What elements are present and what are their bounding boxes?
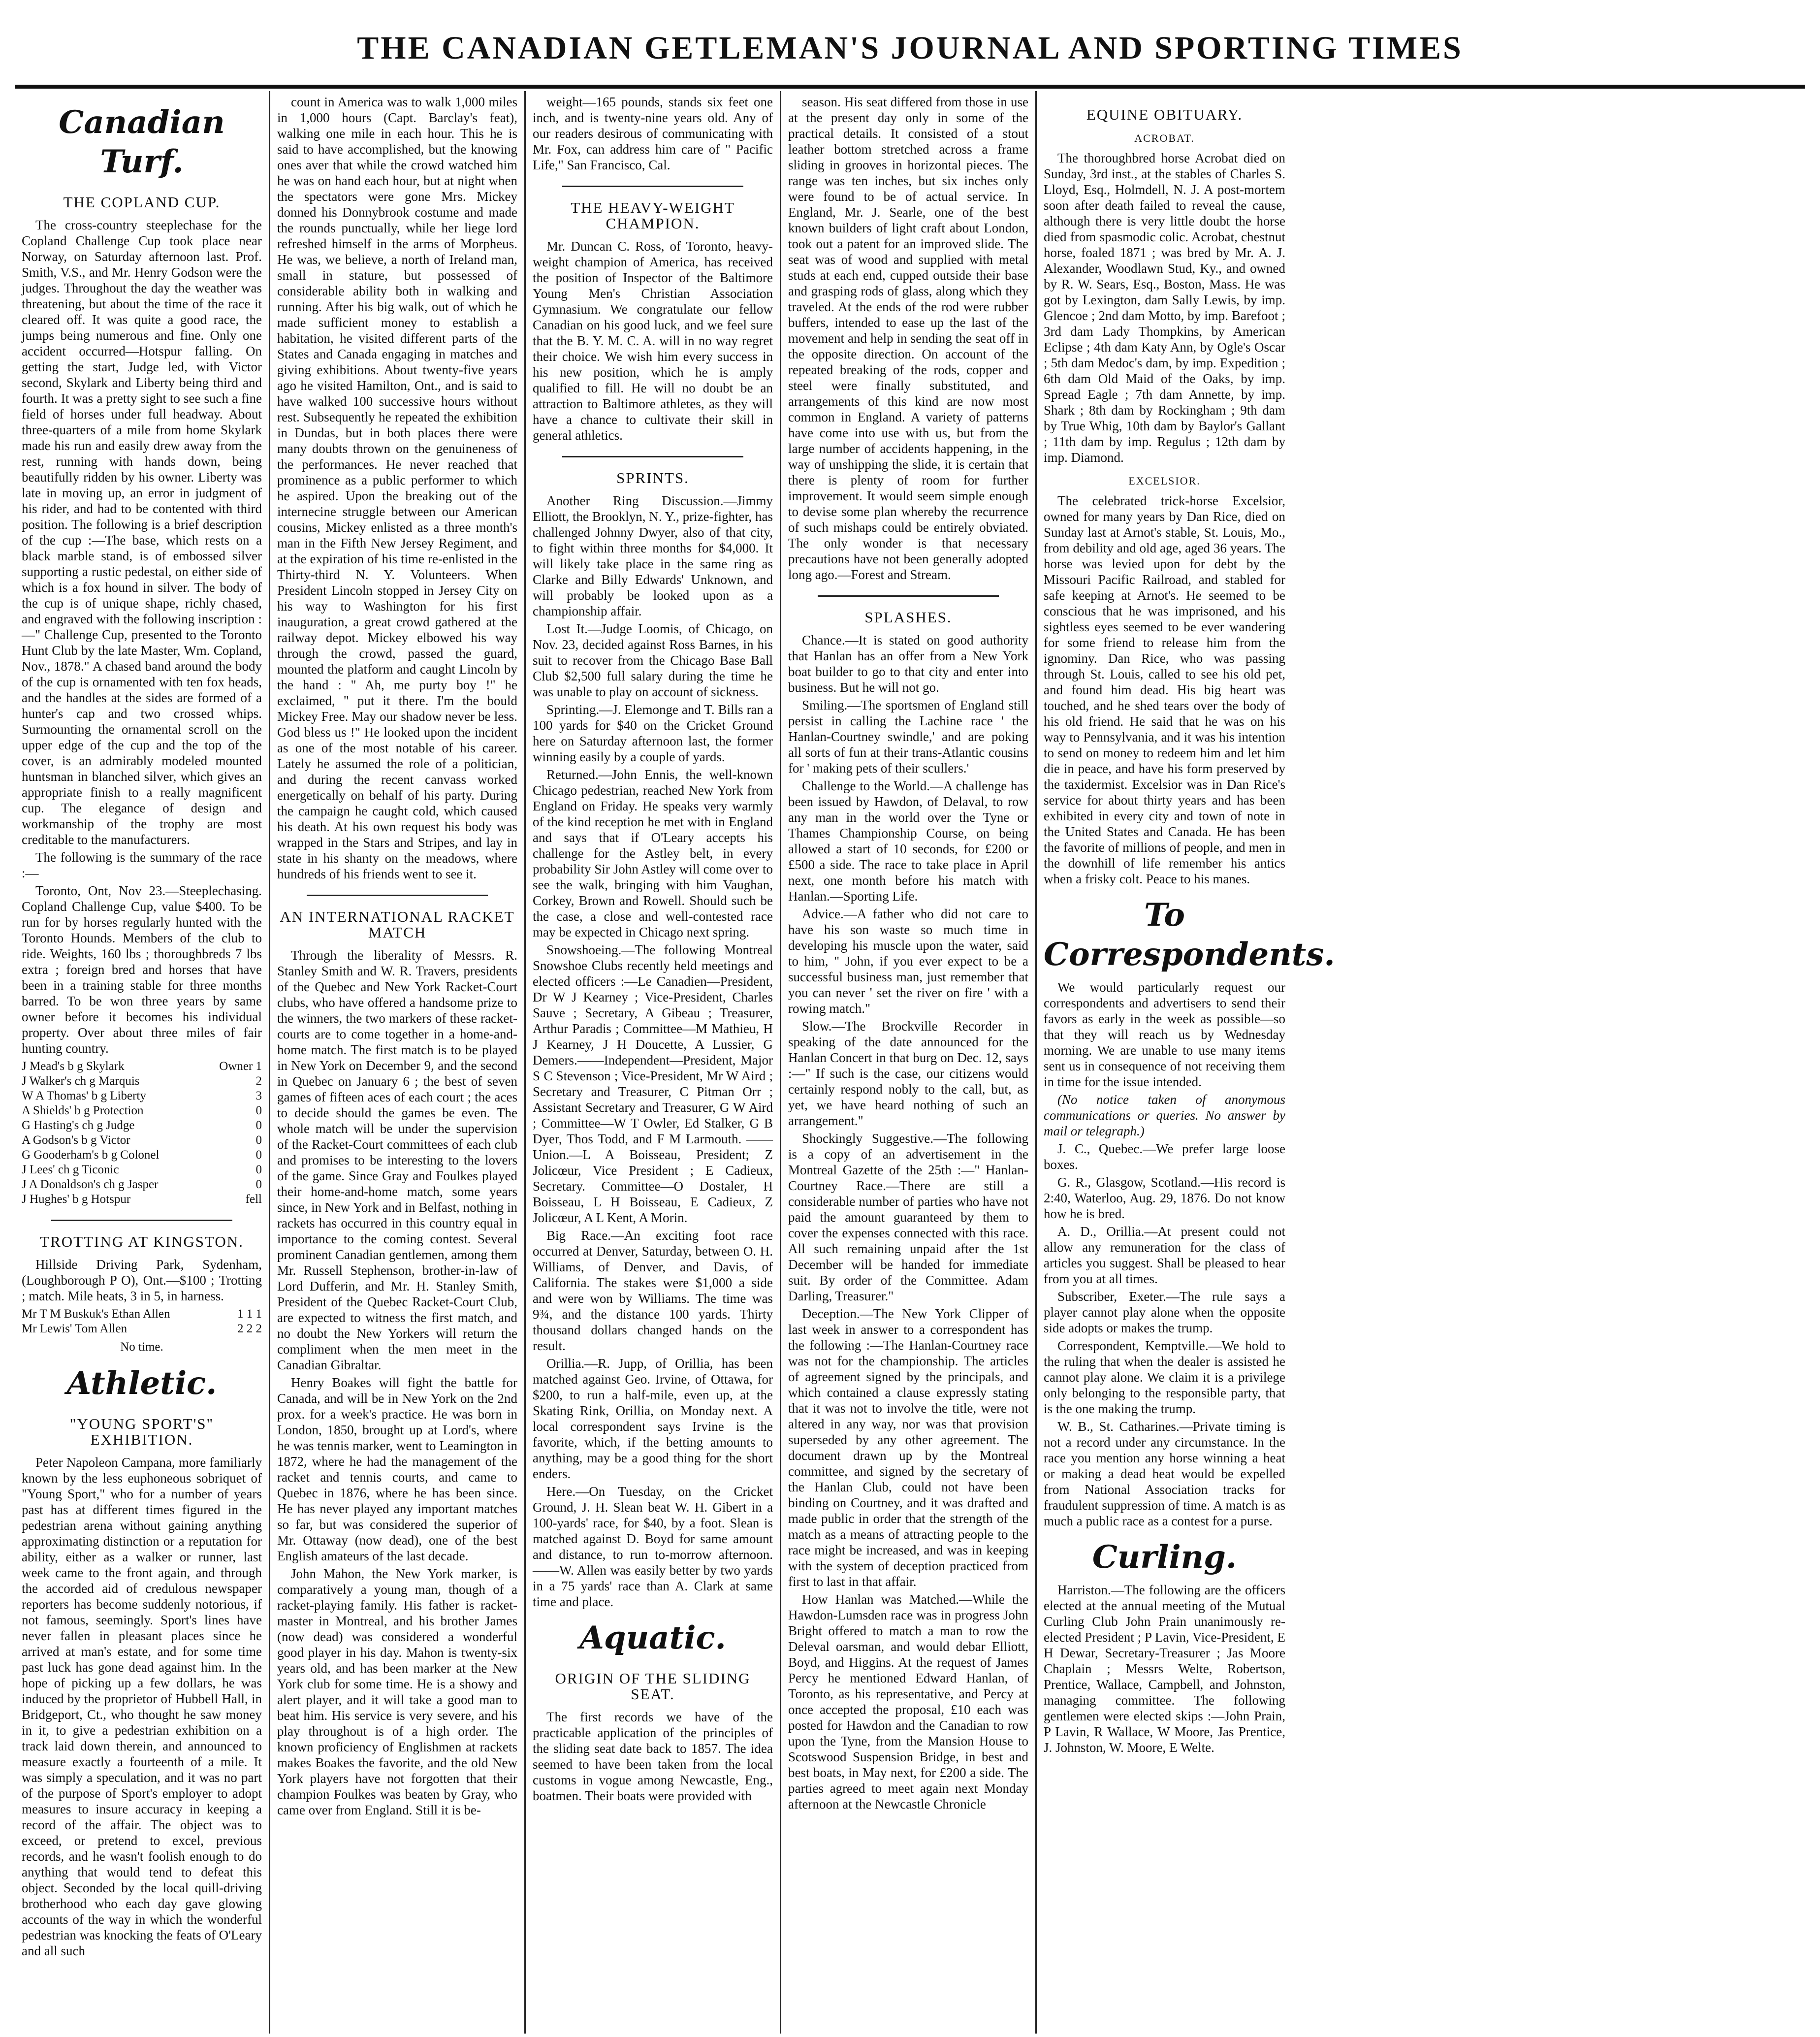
- column-2: [270, 91, 526, 2034]
- article-paragraph: Henry Boakes will fight the battle for Canada, and will be in New York on the 2nd prox. for a week's practice. He was born in London, 1850, brought up at Lord's, where he was tennis marker, went to Leamington in 1872, where he had the management of the racket and tennis courts, and came to Quebec in 1876, where he has been since. He has never played any important matches so far, but was considered the superior of Mr. Ottaway (now dead), one of the best English amateurs of the last decade.: [277, 1375, 517, 1563]
- article-paragraph: G. R., Glasgow, Scotland.—His record is 2:40, Waterloo, Aug. 29, 1876. Do not know how he is bred.: [1044, 1175, 1285, 1221]
- article-title: "YOUNG SPORT'S" EXHIBITION.: [69, 1415, 214, 1448]
- article-paragraph: weight—165 pounds, stands six feet one inch, and is twenty-nine years old. Any of our readers desirous of communicating with Mr. Fox, can address him care of " Pacific Life," San Francisco, Cal.: [533, 95, 773, 172]
- article-title: AN INTERNATIONAL RACKET MATCH: [280, 908, 515, 941]
- divider: [818, 595, 999, 597]
- article-title: ORIGIN OF THE SLIDING SEAT.: [555, 1670, 751, 1703]
- article-title: TROTTING AT KINGSTON.: [40, 1233, 244, 1250]
- result-row: J Lees' ch g Ticonic 0: [22, 1163, 262, 1176]
- section-heading-aquatic: Aquatic.: [579, 1619, 726, 1656]
- article-paragraph: W. B., St. Catharines.—Private timing is not a record under any circumstance. In the race you mention any horse winning a heat or making a dead heat would be expelled from National Association tracks for fraudulent suppression of time. A match is as much a public race as a contest for a purse.: [1044, 1419, 1285, 1528]
- section-heading-correspondents: To Correspondents.: [1044, 897, 1335, 973]
- result-row: J A Donaldson's ch g Jasper 0: [22, 1178, 262, 1191]
- article-paragraph: Peter Napoleon Campana, more familiarly known by the less euphoneous sobriquet of "Young Sport," who for a number of years past has at different times figured in the pedestrian arena without gaining anything approximating distinction or a reputation for ability, either as a walker or runner, last week came to the front again, and through the accorded aid of credulous newspaper reporters has become suddenly notorious, if not famous, seemingly. Sport's lines have never fallen in pleasant places since he arrived at man's estate, and for some time past luck has gone dead against him. In the hope of picking up a few dollars, he was induced by the proprietor of Hubbell Hall, in Bridgeport, Ct., who thought he saw money in it, to give a pedestrian exhibition on a track laid down therein, and announced to measure exactly a fourteenth of a mile. It was simply a speculation, and it was no part of the purpose of Sport's employer to adopt measures to insure accuracy in keeping a record of the affair. The object was to exceed, or pretend to excel, previous records, and he wasn't foolish enough to do anything that would tend to defeat this object. Seconded by the local quill-driving brotherhood who each day gave glowing accounts of the way in which the wonderful pedestrian was knocking the feats of O'Leary and all such: [22, 1455, 262, 1958]
- article-paragraph: The first records we have of the practicable application of the principles of the sliding seat date back to 1857. The idea seemed to have been taken from the local customs in vogue among Newcastle, Eng., boatmen. Their boats were provided with: [533, 1710, 773, 1803]
- article-paragraph: Smiling.—The sportsmen of England still persist in calling the Lachine race ' the Hanlan-Courtney swindle,' and are poking all sorts of fun at their trans-Atlantic cousins for ' making pets of their scullers.': [788, 698, 1028, 776]
- section-heading-turf: Canadian Turf.: [59, 104, 225, 180]
- result-row: W A Thomas' b g Liberty 3: [22, 1089, 262, 1102]
- result-row: G Gooderham's b g Colonel 0: [22, 1148, 262, 1162]
- columns: [15, 91, 1805, 2034]
- article-paragraph: Challenge to the World.—A challenge has been issued by Hawdon, of Delaval, to row any man in the world over the Tyne or Thames Championship Course, on being allowed a start of 10 seconds, for £200 or £500 a side. The race to take place in April next, one month before his match with Hanlan.—Sporting Life.: [788, 778, 1028, 904]
- column-3: [526, 91, 781, 2034]
- section-heading-curling: Curling.: [1092, 1539, 1237, 1576]
- article-paragraph: Orillia.—R. Jupp, of Orillia, has been matched against Geo. Irvine, of Ottawa, for $200, to run a half-mile, even up, at the Skating Rink, Orillia, on Monday next. A local correspondent says Irvine is the favorite, which, if the betting amounts to anything, may be a good thing for the short enders.: [533, 1356, 773, 1481]
- article-paragraph: John Mahon, the New York marker, is comparatively a young man, though of a racket-playing family. His father is racket-master in Montreal, and his brother James (now dead) was considered a wonderful good player in his day. Mahon is twenty-six years old, and has been marker at the New York club for some time. He is a showy and alert player, and it will take a good man to beat him. His service is very severe, and his play throughout is of a high order. The known proficiency of Englishmen at rackets makes Boakes the favorite, and the old New York players have not forgotten that their champion Foulkes was beaten by Gray, who came over from England. Still it is be-: [277, 1566, 517, 1817]
- column-1: [15, 91, 270, 2034]
- result-row: Mr Lewis' Tom Allen 2 2 2: [22, 1322, 262, 1335]
- article-paragraph: How Hanlan was Matched.—While the Hawdon-Lumsden race was in progress John Bright offered to match a man to row the Deleval oarsman, and would debar Elliott, Boyd, and Higgins. At the request of James Percy he mentioned Edward Hanlan, of Toronto, as his representative, and Percy at once accepted the proposal, £10 each was posted for Hawdon and the Canadian to row upon the Tyne, from the Mansion House to Scotswood Suspension Bridge, in best and best boats, in May next, for £200 a side. The parties agreed to meet again next Monday afternoon at the Newcastle Chronicle: [788, 1592, 1028, 1811]
- trotting-results: [22, 1307, 262, 1336]
- article-paragraph: Subscriber, Exeter.—The rule says a player cannot play alone when the opposite side adopts or makes the trump.: [1044, 1289, 1285, 1335]
- article-paragraph: Shockingly Suggestive.—The following is a copy of an advertisement in the Montreal Gazette of the 25th :—" Hanlan-Courtney Race.—There are still a considerable number of parties who have not paid the amount guaranteed by them to cover the expenses connected with this race. All such remaining unpaid after the 1st December will be handed for immediate suit. By order of the Committee. Adam Darling, Treasurer.": [788, 1131, 1028, 1303]
- article-paragraph: Lost It.—Judge Loomis, of Chicago, on Nov. 23, decided against Ross Barnes, in his suit to recover from the Chicago Base Ball Club $2,500 full salary during the time he was unable to play on account of sickness.: [533, 621, 773, 699]
- article-paragraph: We would particularly request our correspondents and advertisers to send their favors as early in the week as possible—so that they will reach us by Wednesday morning. We are unable to use many items sent us in consequence of not receiving them in time for the issue intended.: [1044, 980, 1285, 1089]
- article-paragraph: The celebrated trick-horse Excelsior, owned for many years by Dan Rice, died on Sunday last at Arnot's stable, St. Louis, Mo., from debility and old age, aged 36 years. The horse was levied upon for debt by the Missouri Pacific Railroad, and stabled for safe keeping at Arnot's. He seemed to be conscious that he was imprisoned, and his sightless eyes seemed to be ever wandering for some friend to release him from the ignominy. Dan Rice, who was passing through St. Louis, called to see his old pet, and found him dead. His big heart was touched, and he shed tears over the body of his old friend. He said that he was on his way to Pennsylvania, and it was his intention to send on money to redeem him and let him die in peace, and have his form preserved by the taxidermist. Excelsior was in Dan Rice's service for about thirty years and has been exhibited in every city and town of note in the United States and Canada. He has been the favorite of millions of people, and men in the downhill of life remember his antics when a frisky colt. Peace to his manes.: [1044, 493, 1285, 886]
- divider: [562, 186, 743, 187]
- article-paragraph: J. C., Quebec.—We prefer large loose boxes.: [1044, 1141, 1285, 1172]
- article-paragraph: Chance.—It is stated on good authority that Hanlan has an offer from a New York boat builder to go to that city and enter into business. But he will not go.: [788, 633, 1028, 695]
- article-paragraph: The following is the summary of the race :—: [22, 850, 262, 880]
- article-paragraph: Advice.—A father who did not care to have his son waste so much time in developing his muscle upon the water, said to him, " John, if you ever expect to be a successful business man, just remember that you can never ' set the river on fire ' with a rowing match.": [788, 906, 1028, 1016]
- article-paragraph: Here.—On Tuesday, on the Cricket Ground, J. H. Slean beat W. H. Gibert in a 100-yards' race, for $40, by a foot. Slean is matched against D. Boyd for same amount and distance, to run to-morrow afternoon. ——W. Allen was easily better by two yards in a 75 yards' race than A. Clark at same time and place.: [533, 1484, 773, 1609]
- article-paragraph: Toronto, Ont, Nov 23.—Steeplechasing. Copland Challenge Cup, value $400. To be run for by horses regularly hunted with the Toronto Hounds. Members of the club to ride. Weights, 160 lbs ; thoroughbreds 7 lbs extra ; foreign bred and horses that have been in a training stable for three months barred. To be won three years by same owner before it becomes his individual property. Over about three miles of fair hunting country.: [22, 883, 262, 1056]
- result-row: Mr T M Buskuk's Ethan Allen 1 1 1: [22, 1307, 262, 1321]
- article-paragraph: Through the liberality of Messrs. R. Stanley Smith and W. R. Travers, presidents of the Quebec and New York Racket-Court clubs, who have offered a handsome prize to the winners, the two markers of these racket-courts are to come together in a home-and-home match. The first match is to be played in New York on December 9, and the second in Quebec on January 6 ; the best of seven games of fifteen aces of each court ; the aces to decide should the games be even. The whole match will be under the supervision of the Racket-Court committees of each club and promises to be interesting to the lovers of the game. Since Gray and Foulkes played their home-and-home match, some years since, in New York and in Belfast, nothing in rackets has occurred in this country equal in importance to the coming contest. Several prominent Canadian gentlemen, among them Mr. Russell Stephenson, brother-in-law of Lord Dufferin, and Mr. H. Stanley Smith, President of the Quebec Racket-Court Club, are expected to witness the first match, and no doubt the New Yorkers will return the compliment when the men meet in the Canadian Gibraltar.: [277, 948, 517, 1372]
- result-row: A Shields' b g Protection 0: [22, 1104, 262, 1117]
- article-paragraph: Sprinting.—J. Elemonge and T. Bills ran a 100 yards for $40 on the Cricket Ground here on Saturday afternoon last, the former winning easily by a couple of yards.: [533, 702, 773, 764]
- section-heading-athletic: Athletic.: [66, 1365, 217, 1402]
- result-row: A Godson's b g Victor 0: [22, 1133, 262, 1147]
- article-paragraph: Snowshoeing.—The following Montreal Snowshoe Clubs recently held meetings and elected officers :—Le Canadien—President, Dr W J Kearney ; Vice-President, Charles Sauve ; Secretary, A Gibeau ; Treasurer, Arthur Paradis ; Committee—M Mathieu, H J Kearney, J H Doucette, A Lussier, G Demers.——Independent—President, Major S C Stevenson ; Vice-President, Mr W Aird ; Secretary and Treasurer, C Pitman Orr ; Assistant Secretary and Treasurer, G W Aird ; Committee—W T Owler, Ed Stalker, G B Dyer, Thos Todd, and F M Larmouth. ——Union.—L A Boisseau, President; Z Jolicœur, Vice President ; E Cadieux, Secretary. Committee—O Dostaler, H Boisseau, L H Boisseau, E Cadieux, Z Jolicœur, A L Kent, A Morin.: [533, 942, 773, 1225]
- article-paragraph: Hillside Driving Park, Sydenham, (Loughborough P O), Ont.—$100 ; Trotting ; match. Mile heats, 3 in 5, in harness.: [22, 1257, 262, 1303]
- article-paragraph: (No notice taken of anonymous communications or queries. No answer by mail or telegraph.): [1044, 1092, 1285, 1138]
- article-paragraph: Slow.—The Brockville Recorder in speaking of the date announced for the Hanlan Concert in that burg on Dec. 12, says :—" If such is the case, our citizens would certainly respond nobly to the call, but, as yet, we have heard nothing of such an arrangement.": [788, 1019, 1028, 1128]
- article-paragraph: Harriston.—The following are the officers elected at the annual meeting of the Mutual Curling Club John Prain unanimously re-elected President ; P Lavin, Vice-President, E H Dewar, Secretary-Treasurer ; Jas Moore Chaplain ; Messrs Welte, Robertson, Prentice, Wallace, Campbell, and Johnston, managing committee. The following gentlemen were elected skips :—John Prain, P Lavin, R Wallace, W Moore, Jas Prentice, J. Johnston, W. Moore, E Welte.: [1044, 1583, 1285, 1755]
- masthead: THE CANADIAN GETLEMAN'S JOURNAL AND SPORTING TIMES: [357, 30, 1463, 66]
- article-paragraph: count in America was to walk 1,000 miles in 1,000 hours (Capt. Barclay's feat), walking one mile in each hour. This he is said to have accomplished, but the knowing ones aver that while the crowd watched him he was on hand each hour, but at night when the spectators were gone Mrs. Mickey donned his Donnybrook costume and made the rounds punctually, while her liege lord refreshed himself in the arms of Morpheus. He was, we believe, a north of Ireland man, small in stature, but possessed of considerable ability both in walking and running. After his big walk, out of which he made sufficient money to establish a habitation, he visited different parts of the States and Canada engaging in matches and giving exhibitions. About twenty-five years ago he visited Hamilton, Ont., and is said to have walked 100 successive hours without rest. Subsequently he repeated the exhibition in Dundas, but in both places there were many doubts thrown on the genuineness of the performances. He never reached that prominence as a public performer to which he aspired. Upon the breaking out of the internecine struggle between our American cousins, Mickey enlisted as a three month's man in the Fifth New Jersey Regiment, and at the expiration of his time re-enlisted in the Thirty-third N. Y. Volunteers. When President Lincoln stopped in Jersey City on his way to Washington for his first inauguration, a great crowd gathered at the railway depot. Mickey elbowed his way through the crowd, passed the guard, mounted the platform and caught Lincoln by the hand : " Ah, me purty boy !" he exclaimed, " put it there. I'm the bould Mickey Free. May our shadow never be less. God bless us !" He looked upon the incident as one of the most notable of his career. Lately he assumed the role of a politician, and during the recent canvass worked energetically on behalf of his party. During the campaign he caught cold, which caused his death. At his own request his body was wrapped in the Stars and Stripes, and lay in state in his shanty on the meadows, where hundreds of his friends went to see it.: [277, 95, 517, 881]
- article-title: SPRINTS.: [616, 469, 689, 486]
- article-paragraph: Big Race.—An exciting foot race occurred at Denver, Saturday, between O. H. Williams, of Denver, and Davis, of California. The stakes were $1,000 a side and were won by Williams. The time was 9¾, and the distance 100 yards. Thirty thousand dollars changed hands on the result.: [533, 1228, 773, 1353]
- result-row: J Mead's b g Skylark Owner 1: [22, 1060, 262, 1073]
- article-paragraph: Mr. Duncan C. Ross, of Toronto, heavy-weight champion of America, has received the position of Inspector of the Baltimore Young Men's Christian Association Gymnasium. We congratulate our fellow Canadian on his good luck, and we feel sure that the B. Y. M. C. A. will in no way regret their choice. We wish him every success in his new position, which he is amply qualified to fill. He will no doubt be an attraction to Baltimore athletes, as they will have a chance to cultivate their skill in general athletics.: [533, 239, 773, 443]
- result-row: J Walker's ch g Marquis 2: [22, 1074, 262, 1088]
- article-paragraph: Deception.—The New York Clipper of last week in answer to a correspondent has the following :—The Hanlan-Courtney race was not for the championship. The articles of agreement signed by the principals, and which contained a clause expressly stating that it was not to involve the title, were not altered in any way, nor was that provision superseded by any other agreement. The document drawn up by the Montreal committee, and signed by the secretary of the Hanlan Club, could not have been binding on Courtney, and it was drafted and made public in order that the strength of the match as a means of attracting people to the race might be increased, and was in keeping with the system of deception practiced from first to last in that affair.: [788, 1306, 1028, 1589]
- result-row: G Hasting's ch g Judge 0: [22, 1119, 262, 1132]
- article-paragraph: Returned.—John Ennis, the well-known Chicago pedestrian, reached New York from England on Friday. He speaks very warmly of the kind reception he met with in England and says that if O'Leary accepts his challenge for the Astley belt, in every probability Sir John Astley will come over to see the walk, bringing with him Vaughan, Corkey, Brown and Rowell. Should such be the case, a close and well-contested race may be expected in Chicago next spring.: [533, 767, 773, 939]
- article-paragraph: season. His seat differed from those in use at the present day only in some of the practical details. It consisted of a stout leather bottom stretched across a frame sliding in grooves in horizontal pieces. The range was ten inches, but six inches only were found to be of actual service. In England, Mr. J. Searle, one of the best known builders of light craft about London, took out a patent for an improved slide. The seat was of wood and supplied with metal studs at each end, cupped outside their base and grasping rods of glass, along which they traveled. At the ends of the rod were rubber buffers, intended to ease up the last of the movement and help in sending the seat off in the opposite direction. On account of the repeated breaking of the rods, copper and steel were finally substituted, and arrangements of this kind are now most common in England. A variety of patterns have come into use with us, but from the large number of accidents happening, in the way of unshipping the slide, it is certain that there is plenty of room for further improvement. It would seem simple enough to devise some plan whereby the recurrence of such mishaps could be entirely obviated. The only wonder is that necessary precautions have not been generally adopted long ago.—Forest and Stream.: [788, 95, 1028, 582]
- article-subtitle: EXCELSIOR.: [1128, 475, 1201, 487]
- article-title: SPLASHES.: [864, 609, 952, 626]
- result-row: J Hughes' b g Hotspur fell: [22, 1193, 262, 1206]
- article-title: THE HEAVY-WEIGHT CHAMPION.: [571, 199, 735, 232]
- article-subtitle: ACROBAT.: [1134, 132, 1195, 144]
- race-results: [22, 1059, 262, 1207]
- divider: [307, 895, 488, 896]
- column-4: [781, 91, 1037, 2034]
- divider: [562, 456, 743, 457]
- masthead-rule: [15, 85, 1805, 89]
- divider: [51, 1220, 232, 1221]
- article-paragraph: Another Ring Discussion.—Jimmy Elliott, the Brooklyn, N. Y., prize-fighter, has challenged Johnny Dwyer, also of that city, to fight within three months for $4,000. It will likely take place in the same ring as Clarke and Billy Edwards' Unknown, and will probably be looked upon as a championship affair.: [533, 493, 773, 618]
- article-paragraph: Correspondent, Kemptville.—We hold to the ruling that when the dealer is assisted he cannot play alone. We claim it is a privilege only belonging to the responsible party, that is the one making the trump.: [1044, 1338, 1285, 1416]
- article-title: EQUINE OBITUARY.: [1086, 106, 1243, 123]
- article-paragraph: The thoroughbred horse Acrobat died on Sunday, 3rd inst., at the stables of Charles S. Lloyd, Esq., Holmdell, N. J. A post-mortem soon after death failed to reveal the cause, although there is very little doubt the horse died from spasmodic colic. Acrobat, chestnut horse, foaled 1871 ; was bred by Mr. A. J. Alexander, Woodlawn Stud, Ky., and owned by R. W. Sears, Esq., Boston, Mass. He was got by Lexington, dam Sally Lewis, by imp. Glencoe ; 2nd dam Motto, by imp. Barefoot ; 3rd dam Lady Thompkins, by American Eclipse ; 4th dam Katy Ann, by Ogle's Oscar ; 5th dam Medoc's dam, by imp. Expedition ; 6th dam Old Maid of the Oaks, by imp. Spread Eagle ; 7th dam Annette, by imp. Shark ; 8th dam by Rockingham ; 9th dam by True Whig, 10th dam by Baylor's Gallant ; 11th dam by imp. Regulus ; 12th dam by imp. Diamond.: [1044, 151, 1285, 465]
- column-5: [1037, 91, 1335, 2034]
- article-paragraph: A. D., Orillia.—At present could not allow any remuneration for the class of articles you suggest. Shall be pleased to hear from you at all times.: [1044, 1224, 1285, 1286]
- result-note: No time.: [120, 1340, 163, 1354]
- article-paragraph: The cross-country steeplechase for the Copland Challenge Cup took place near Norway, on Saturday afternoon last. Prof. Smith, V.S., and Mr. Henry Godson were the judges. Throughout the day the weather was threatening, but about the time of the race it cleared off. It was quite a good race, the jumps being numerous and fine. Only one accident occurred—Hotspur falling. On getting the start, Judge led, with Victor second, Skylark and Liberty being third and fourth. It was a pretty sight to see such a fine field of horses under full headway. About three-quarters of a mile from home Skylark made his run and easily drew away from the rest, running with hands down, being beautifully ridden by his owner. Liberty was late in moving up, an error in judgment of his rider, and had to be contented with third position. The following is a brief description of the cup :—The base, which rests on a black marble stand, is of embossed silver supporting a rustic pedestal, on either side of which is a fox hound in silver. The body of the cup is of unique shape, richly chased, and engraved with the following inscription :—" Challenge Cup, presented to the Toronto Hunt Club by the late Master, Wm. Copland, Nov., 1878." A chased band around the body of the cup is ornamented with ten fox heads, and the handles at the sides are formed of a hunter's cap and two crossed whips. Surmounting the ornamental scroll on the upper edge of the cup and the top of the cover, is an admirably modeled mounted huntsman in blanched silver, which gives an appropriate finish to a really magnificent cup. The elegance of design and workmanship of the trophy are most creditable to the manufacturers.: [22, 218, 262, 847]
- article-title: THE COPLAND CUP.: [63, 194, 221, 211]
